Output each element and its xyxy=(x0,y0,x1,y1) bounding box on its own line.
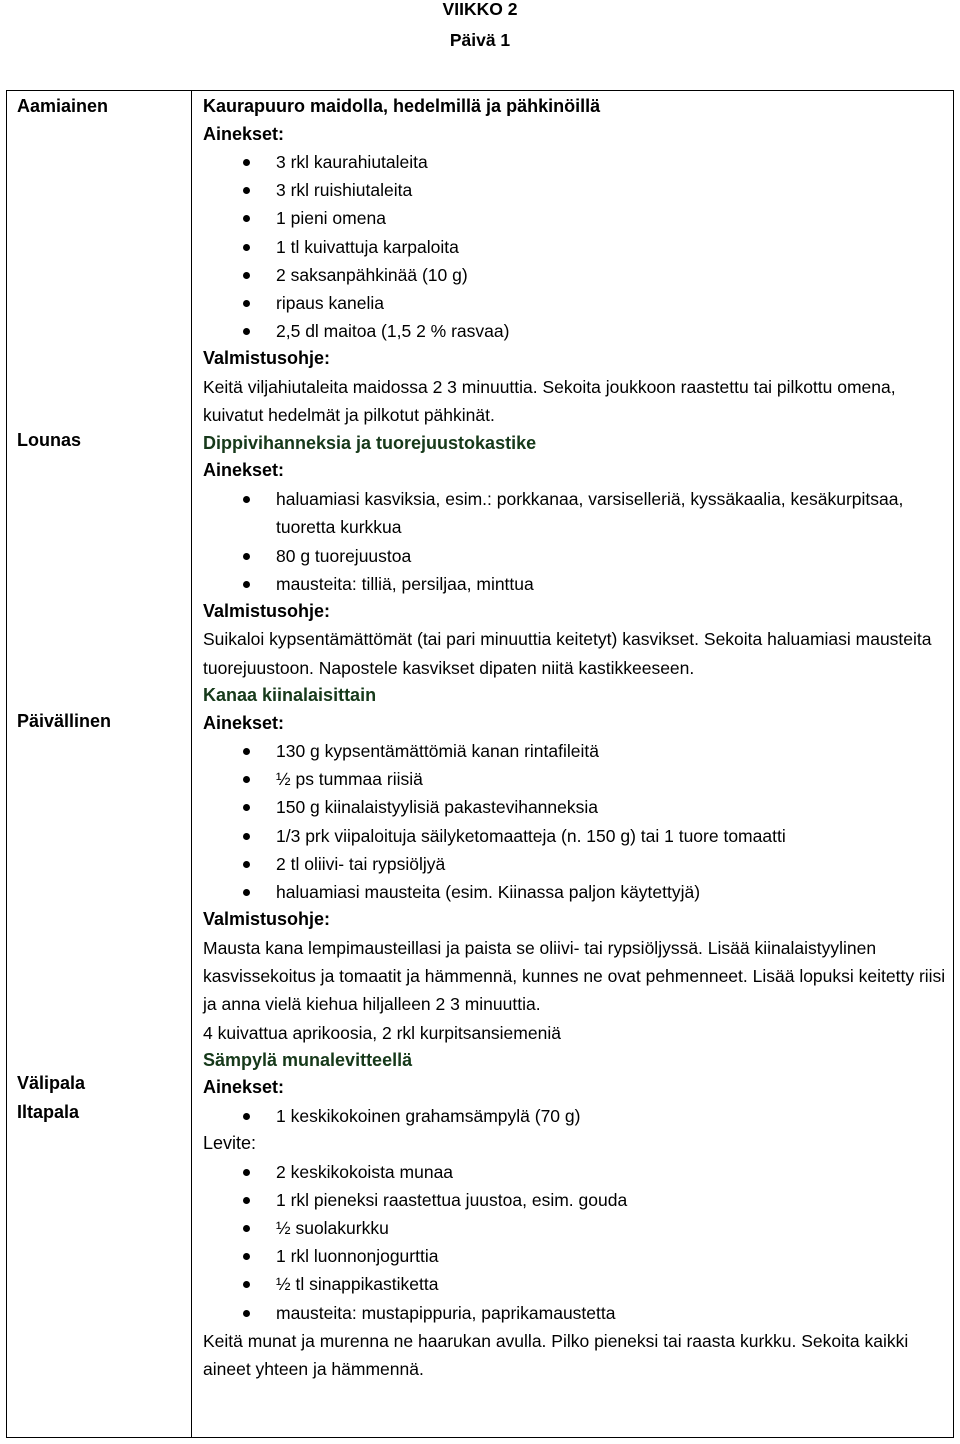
ingredient-list xyxy=(203,485,949,598)
meal-label-paivallinen: Päivällinen xyxy=(17,711,112,731)
list-item: 1 keskikokoinen grahamsämpylä (70 g) xyxy=(203,1102,949,1130)
bullet-icon xyxy=(243,496,250,503)
list-item: 2 keskikokoista munaa xyxy=(203,1158,949,1186)
instructions-text: Mausta kana lempimausteillasi ja paista se oliivi- tai rypsiöljyssä. Lisää kiinalaistyylinen kasvissekoitus ja tomaatit ja hämmennä, kunnes ne ovat pehmenneet. Lisää lopuksi keitetty riisi ja anna vielä kiehua hiljalleen 2 3 minuuttia. xyxy=(203,937,946,1015)
list-item: 3 rkl ruishiutaleita xyxy=(203,176,949,204)
list-item: 1/3 prk viipaloituja säilyketomaatteja (n. 150 g) tai 1 tuore tomaatti xyxy=(203,822,949,850)
ingredient-list xyxy=(203,737,949,906)
list-item: 80 g tuorejuustoa xyxy=(203,542,949,570)
meal-label-aamiainen: Aamiainen xyxy=(17,96,109,116)
list-item: 2 saksanpähkinää (10 g) xyxy=(203,261,949,289)
bullet-icon xyxy=(243,861,250,868)
list-item: 150 g kiinalaistyylisiä pakastevihanneksia xyxy=(203,793,949,821)
list-item: mausteita: tilliä, persiljaa, minttua xyxy=(203,570,949,598)
bullet-icon xyxy=(243,1281,250,1288)
instructions-text: Keitä munat ja murenna ne haarukan avulla. Pilko pieneksi tai raasta kurkku. Sekoita kaikki aineet yhteen ja hämmennä. xyxy=(203,1330,909,1380)
ingredient-list xyxy=(203,1102,949,1130)
list-item: 3 rkl kaurahiutaleita xyxy=(203,148,949,176)
dinner-section xyxy=(203,682,949,1019)
bullet-icon xyxy=(243,1310,250,1317)
instructions-heading: Valmistusohje: xyxy=(203,600,331,621)
list-item: ½ ps tummaa riisiä xyxy=(203,765,949,793)
instructions-heading: Valmistusohje: xyxy=(203,348,331,369)
bullet-icon xyxy=(243,804,250,811)
bullet-icon xyxy=(243,159,250,166)
spread-heading: Levite: xyxy=(203,1133,257,1154)
bullet-icon xyxy=(243,244,250,251)
meal-label-iltapala: Iltapala xyxy=(17,1102,80,1122)
breakfast-section xyxy=(203,93,949,430)
ingredients-heading: Ainekset: xyxy=(203,460,285,481)
bullet-icon xyxy=(243,1253,250,1260)
list-item: 1 rkl luonnonjogurttia xyxy=(203,1242,949,1270)
list-item: ripaus kanelia xyxy=(203,289,949,317)
meal-table xyxy=(6,90,954,1438)
lunch-section xyxy=(203,430,949,683)
recipe-title: Dippivihanneksia ja tuorejuustokastike xyxy=(203,432,537,453)
meal-content xyxy=(203,93,949,1383)
bullet-icon xyxy=(243,1169,250,1176)
column-divider xyxy=(191,91,192,1437)
list-item: 130 g kypsentämättömiä kanan rintafileitä xyxy=(203,737,949,765)
recipe-title: Sämpylä munalevitteellä xyxy=(203,1049,413,1070)
list-item: haluamiasi kasviksia, esim.: porkkanaa, varsiselleriä, kyssäkaalia, kesäkurpitsaa, tuoretta kurkkua xyxy=(203,485,949,542)
evening-snack-section xyxy=(203,1047,949,1384)
list-item: 1 tl kuivattuja karpaloita xyxy=(203,233,949,261)
bullet-icon xyxy=(243,1113,250,1120)
bullet-icon xyxy=(243,215,250,222)
recipe-title: Kanaa kiinalaisittain xyxy=(203,685,377,706)
ingredients-heading: Ainekset: xyxy=(203,1077,285,1098)
bullet-icon xyxy=(243,553,250,560)
snack-section xyxy=(203,1019,949,1047)
meal-label-lounas: Lounas xyxy=(17,430,82,450)
instructions-heading: Valmistusohje: xyxy=(203,909,331,930)
list-item: mausteita: mustapippuria, paprikamaustetta xyxy=(203,1299,949,1327)
list-item: haluamiasi mausteita (esim. Kiinassa paljon käytettyjä) xyxy=(203,878,949,906)
list-item: 2,5 dl maitoa (1,5 2 % rasvaa) xyxy=(203,317,949,345)
spread-list xyxy=(203,1158,949,1327)
bullet-icon xyxy=(243,889,250,896)
ingredients-heading: Ainekset: xyxy=(203,712,285,733)
list-item: ½ tl sinappikastiketta xyxy=(203,1270,949,1298)
list-item: ½ suolakurkku xyxy=(203,1214,949,1242)
week-title: VIIKKO 2 xyxy=(442,0,518,19)
ingredient-list xyxy=(203,148,949,345)
snack-text: 4 kuivattua aprikoosia, 2 rkl kurpitsansiemeniä xyxy=(203,1022,561,1043)
bullet-icon xyxy=(243,1197,250,1204)
day-title: Päivä 1 xyxy=(449,30,511,50)
bullet-icon xyxy=(243,1225,250,1232)
bullet-icon xyxy=(243,581,250,588)
bullet-icon xyxy=(243,187,250,194)
bullet-icon xyxy=(243,272,250,279)
list-item: 1 rkl pieneksi raastettua juustoa, esim. gouda xyxy=(203,1186,949,1214)
recipe-title: Kaurapuuro maidolla, hedelmillä ja pähkinöillä xyxy=(203,96,601,116)
bullet-icon xyxy=(243,300,250,307)
list-item: 1 pieni omena xyxy=(203,204,949,232)
bullet-icon xyxy=(243,833,250,840)
instructions-text: Keitä viljahiutaleita maidossa 2 3 minuuttia. Sekoita joukkoon raastettu tai pilkottu omena, kuivatut hedelmät ja pilkotut pähkinät. xyxy=(203,376,896,426)
bullet-icon xyxy=(243,748,250,755)
bullet-icon xyxy=(243,328,250,335)
list-item: 2 tl oliivi- tai rypsiöljyä xyxy=(203,850,949,878)
bullet-icon xyxy=(243,776,250,783)
ingredients-heading: Ainekset: xyxy=(203,123,285,144)
meal-label-valipala: Välipala xyxy=(17,1073,86,1093)
instructions-text: Suikaloi kypsentämättömät (tai pari minuuttia keitetyt) kasvikset. Sekoita haluamiasi mausteita tuorejuustoon. Napostele kasvikset dipaten niitä kastikkeeseen. xyxy=(203,629,932,678)
